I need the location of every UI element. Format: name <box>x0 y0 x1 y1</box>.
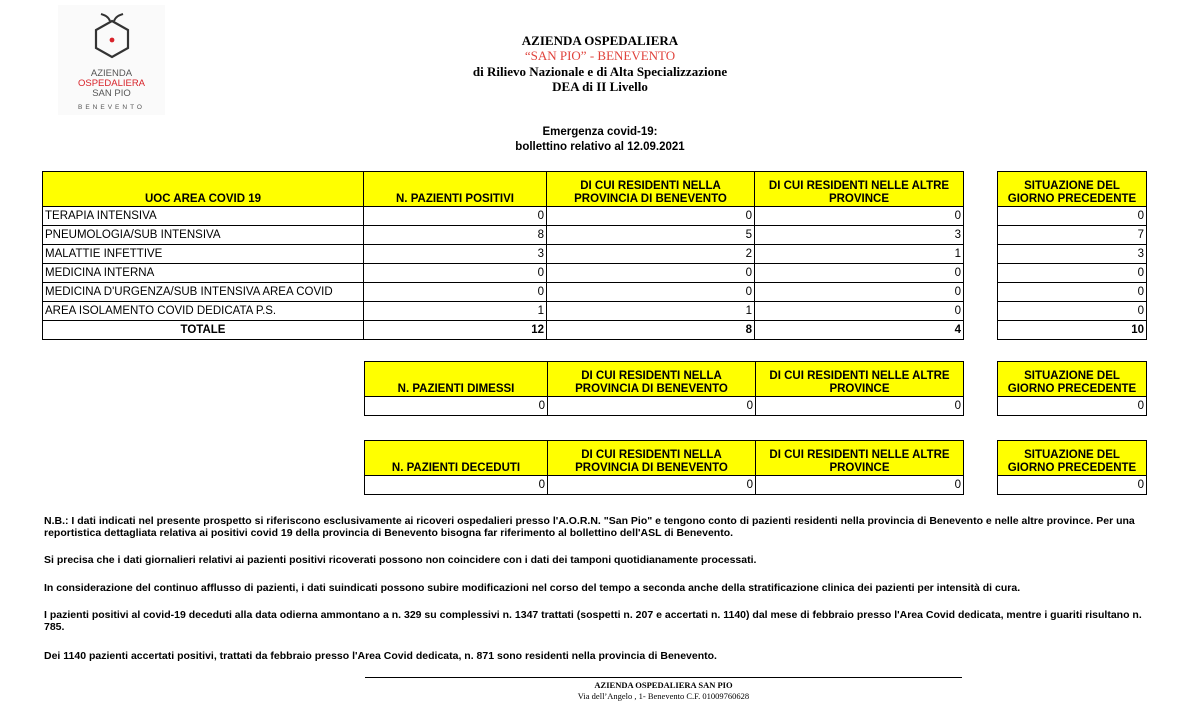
col-header-dimessi: N. PAZIENTI DIMESSI <box>365 362 548 397</box>
cell-altre: 0 <box>755 302 964 321</box>
total-positivi: 12 <box>364 321 547 340</box>
prev-cell: 7 <box>998 226 1147 245</box>
note-afflusso: In considerazione del continuo afflusso di pazienti, i dati suindicati possono subire modificazioni nel corso del tempo a seconda anche della stratificazione clinica dei pazienti per intensità di cura. <box>44 582 1021 594</box>
col-header-altre: DI CUI RESIDENTI NELLE ALTRE PROVINCE <box>756 362 964 397</box>
bulletin-date: bollettino relativo al 12.09.2021 <box>515 141 685 153</box>
cell-benevento: 2 <box>547 245 755 264</box>
total-row <box>43 321 964 340</box>
prev-cell: 0 <box>998 207 1147 226</box>
cell-positivi: 8 <box>364 226 547 245</box>
discharged-table <box>364 361 964 416</box>
logo-line3: SAN PIO <box>92 88 131 99</box>
deceased-previous-table <box>997 440 1147 495</box>
cell-benevento: 0 <box>547 264 755 283</box>
prev-total: 10 <box>998 321 1147 340</box>
col-header-positivi: N. PAZIENTI POSITIVI <box>364 172 547 207</box>
cell-benevento: 1 <box>547 302 755 321</box>
total-label: TOTALE <box>43 321 364 340</box>
prev-cell: 0 <box>998 397 1147 416</box>
cell-benevento: 0 <box>547 283 755 302</box>
cell-altre: 0 <box>756 476 964 495</box>
row-label: MEDICINA INTERNA <box>43 264 364 283</box>
cell-altre: 0 <box>755 283 964 302</box>
row-label: MEDICINA D'URGENZA/SUB INTENSIVA AREA COVID <box>43 283 364 302</box>
prev-cell: 0 <box>998 283 1147 302</box>
previous-day-table <box>997 171 1147 340</box>
prev-cell: 0 <box>998 302 1147 321</box>
cell-benevento: 0 <box>547 207 755 226</box>
col-header-altre: DI CUI RESIDENTI NELLE ALTRE PROVINCE <box>756 441 964 476</box>
cell-altre: 3 <box>755 226 964 245</box>
header-line4: DEA di II Livello <box>552 79 648 94</box>
cell-dimessi: 0 <box>365 397 548 416</box>
cell-positivi: 0 <box>364 283 547 302</box>
col-header-precedente: SITUAZIONE DEL GIORNO PRECEDENTE <box>998 172 1147 207</box>
table-row <box>43 245 964 264</box>
table-row <box>43 207 964 226</box>
footer-address: Via dell’Angelo , 1- Benevento C.F. 01009760628 <box>577 691 750 701</box>
cell-altre: 0 <box>756 397 964 416</box>
cell-altre: 0 <box>755 207 964 226</box>
cell-benevento: 0 <box>548 476 756 495</box>
col-header-deceduti: N. PAZIENTI DECEDUTI <box>365 441 548 476</box>
total-altre: 4 <box>755 321 964 340</box>
cell-benevento: 5 <box>547 226 755 245</box>
note-tamponi: Si precisa che i dati giornalieri relativi ai pazienti positivi ricoverati possono non coincidere con i dati dei tamponi quotidianamente processati. <box>44 554 757 566</box>
table-row <box>43 283 964 302</box>
cell-positivi: 0 <box>364 264 547 283</box>
hexagon-logo-icon <box>92 13 132 61</box>
table-header-row <box>43 172 964 207</box>
row-label: PNEUMOLOGIA/SUB INTENSIVA <box>43 226 364 245</box>
col-header-benevento: DI CUI RESIDENTI NELLA PROVINCIA DI BENEVENTO <box>548 362 756 397</box>
note-deceduti: I pazienti positivi al covid-19 deceduti alla data odierna ammontano a n. 329 su complessivi n. 1347 trattati (sospetti n. 207 e accertati n. 1140) dal mese di febbraio presso l'Area Covid dedicata, mentre i guariti risultano n. 785. <box>44 609 1142 633</box>
cell-altre: 1 <box>755 245 964 264</box>
row-label: TERAPIA INTENSIVA <box>43 207 364 226</box>
header-line1: AZIENDA OSPEDALIERA <box>521 33 679 48</box>
bulletin-title: Emergenza covid-19: <box>542 126 658 138</box>
logo-line4: BENEVENTO <box>78 104 145 111</box>
note-nb: N.B.: I dati indicati nel presente prospetto si riferiscono esclusivamente ai ricoveri ospedalieri presso l'A.O.R.N. "San Pio" e tengono conto di pazienti residenti nella provincia di Benevento e nelle altre province. Per una reportistica dettagliata relativa ai positivi covid 19 della provincia di Benevento bisogna far riferimento al bollettino dell'ASL di Benevento. <box>44 515 1135 539</box>
table-row <box>43 302 964 321</box>
table-row <box>43 226 964 245</box>
cell-positivi: 1 <box>364 302 547 321</box>
col-header-precedente: SITUAZIONE DEL GIORNO PRECEDENTE <box>998 441 1147 476</box>
discharged-previous-table <box>997 361 1147 416</box>
logo-line1: AZIENDA <box>90 68 133 79</box>
total-benevento: 8 <box>547 321 755 340</box>
col-header-precedente: SITUAZIONE DEL GIORNO PRECEDENTE <box>998 362 1147 397</box>
cell-positivi: 3 <box>364 245 547 264</box>
row-label: MALATTIE INFETTIVE <box>43 245 364 264</box>
logo-line2: OSPEDALIERA <box>77 78 146 89</box>
cell-deceduti: 0 <box>365 476 548 495</box>
col-header-uoc: UOC AREA COVID 19 <box>43 172 364 207</box>
footer-divider <box>365 677 962 678</box>
cell-altre: 0 <box>755 264 964 283</box>
header-line3: di Rilievo Nazionale e di Alta Specializzazione <box>472 64 728 79</box>
footer-name: AZIENDA OSPEDALIERA SAN PIO <box>594 680 733 690</box>
col-header-benevento: DI CUI RESIDENTI NELLA PROVINCIA DI BENEVENTO <box>547 172 755 207</box>
header-line2: “SAN PIO” - BENEVENTO <box>524 48 676 63</box>
note-residenti: Dei 1140 pazienti accertati positivi, trattati da febbraio presso l'Area Covid dedicata, n. 871 sono residenti nella provincia di Benevento. <box>44 650 717 662</box>
table-row <box>43 264 964 283</box>
prev-cell: 0 <box>998 264 1147 283</box>
cell-benevento: 0 <box>548 397 756 416</box>
row-label: AREA ISOLAMENTO COVID DEDICATA P.S. <box>43 302 364 321</box>
hospital-logo <box>58 5 165 115</box>
deceased-table <box>364 440 964 495</box>
col-header-benevento: DI CUI RESIDENTI NELLA PROVINCIA DI BENEVENTO <box>548 441 756 476</box>
col-header-altre: DI CUI RESIDENTI NELLE ALTRE PROVINCE <box>755 172 964 207</box>
prev-cell: 3 <box>998 245 1147 264</box>
prev-cell: 0 <box>998 476 1147 495</box>
cell-positivi: 0 <box>364 207 547 226</box>
covid-ward-table <box>42 171 964 340</box>
